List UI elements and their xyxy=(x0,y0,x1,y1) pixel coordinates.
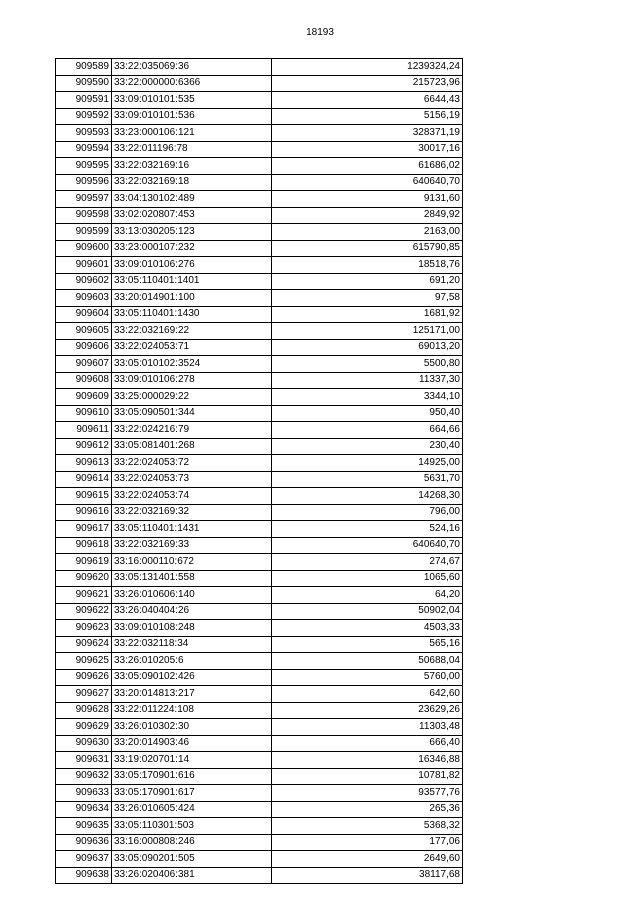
cadastral-number-cell: 33:23:000106:121 xyxy=(112,125,272,142)
cadastral-number-cell: 33:22:024053:73 xyxy=(112,471,272,488)
table-row xyxy=(56,224,463,241)
amount-cell: 2163,00 xyxy=(272,224,463,241)
record-id-cell: 909619 xyxy=(56,554,112,571)
record-id-cell: 909604 xyxy=(56,306,112,323)
cadastral-number-cell: 33:09:010106:278 xyxy=(112,372,272,389)
amount-cell: 50902,04 xyxy=(272,603,463,620)
amount-cell: 2849,92 xyxy=(272,207,463,224)
table-row xyxy=(56,488,463,505)
cadastral-number-cell: 33:26:010205:6 xyxy=(112,653,272,670)
cadastral-number-cell: 33:26:010302:30 xyxy=(112,719,272,736)
table-row xyxy=(56,537,463,554)
amount-cell: 5760,00 xyxy=(272,669,463,686)
record-id-cell: 909633 xyxy=(56,785,112,802)
cadastral-number-cell: 33:05:170901:616 xyxy=(112,768,272,785)
table-row xyxy=(56,603,463,620)
record-id-cell: 909601 xyxy=(56,257,112,274)
record-id-cell: 909606 xyxy=(56,339,112,356)
cadastral-number-cell: 33:05:110301:503 xyxy=(112,818,272,835)
record-id-cell: 909600 xyxy=(56,240,112,257)
cadastral-number-cell: 33:22:024053:71 xyxy=(112,339,272,356)
table-row xyxy=(56,323,463,340)
table-row xyxy=(56,504,463,521)
amount-cell: 666,40 xyxy=(272,735,463,752)
record-id-cell: 909608 xyxy=(56,372,112,389)
cadastral-number-cell: 33:25:000029:22 xyxy=(112,389,272,406)
cadastral-number-cell: 33:22:032169:18 xyxy=(112,174,272,191)
table-row xyxy=(56,801,463,818)
record-id-cell: 909602 xyxy=(56,273,112,290)
table-row xyxy=(56,240,463,257)
cadastral-number-cell: 33:05:170901:617 xyxy=(112,785,272,802)
amount-cell: 38117,68 xyxy=(272,867,463,884)
cadastral-number-cell: 33:22:032118:34 xyxy=(112,636,272,653)
page-number: 18193 xyxy=(306,27,334,38)
table-row xyxy=(56,290,463,307)
cadastral-number-cell: 33:09:010108:248 xyxy=(112,620,272,637)
table-row xyxy=(56,455,463,472)
amount-cell: 4503,33 xyxy=(272,620,463,637)
amount-cell: 16346,88 xyxy=(272,752,463,769)
table-row xyxy=(56,851,463,868)
record-id-cell: 909616 xyxy=(56,504,112,521)
cadastral-number-cell: 33:13:030205:123 xyxy=(112,224,272,241)
table-row xyxy=(56,372,463,389)
amount-cell: 1065,60 xyxy=(272,570,463,587)
cadastral-number-cell: 33:20:014901:100 xyxy=(112,290,272,307)
amount-cell: 50688,04 xyxy=(272,653,463,670)
amount-cell: 1239324,24 xyxy=(272,59,463,76)
amount-cell: 5500,80 xyxy=(272,356,463,373)
cadastral-number-cell: 33:22:032169:33 xyxy=(112,537,272,554)
record-id-cell: 909636 xyxy=(56,834,112,851)
amount-cell: 64,20 xyxy=(272,587,463,604)
table-row xyxy=(56,125,463,142)
table-row xyxy=(56,818,463,835)
amount-cell: 9131,60 xyxy=(272,191,463,208)
table-row xyxy=(56,207,463,224)
amount-cell: 14925,00 xyxy=(272,455,463,472)
record-id-cell: 909637 xyxy=(56,851,112,868)
cadastral-number-cell: 33:26:010605:424 xyxy=(112,801,272,818)
table-row xyxy=(56,306,463,323)
record-id-cell: 909611 xyxy=(56,422,112,439)
record-id-cell: 909617 xyxy=(56,521,112,538)
cadastral-number-cell: 33:04:130102:489 xyxy=(112,191,272,208)
table-row xyxy=(56,554,463,571)
table-row xyxy=(56,108,463,125)
cadastral-number-cell: 33:22:024216:79 xyxy=(112,422,272,439)
record-id-cell: 909623 xyxy=(56,620,112,637)
record-id-cell: 909628 xyxy=(56,702,112,719)
cadastral-number-cell: 33:05:010102:3524 xyxy=(112,356,272,373)
record-id-cell: 909597 xyxy=(56,191,112,208)
record-id-cell: 909589 xyxy=(56,59,112,76)
record-id-cell: 909599 xyxy=(56,224,112,241)
cadastral-number-cell: 33:05:090501:344 xyxy=(112,405,272,422)
cadastral-number-cell: 33:09:010101:535 xyxy=(112,92,272,109)
amount-cell: 5631,70 xyxy=(272,471,463,488)
cadastral-number-cell: 33:02:020807:453 xyxy=(112,207,272,224)
amount-cell: 93577,76 xyxy=(272,785,463,802)
table-row xyxy=(56,389,463,406)
record-id-cell: 909614 xyxy=(56,471,112,488)
record-id-cell: 909627 xyxy=(56,686,112,703)
record-id-cell: 909591 xyxy=(56,92,112,109)
table-row xyxy=(56,141,463,158)
amount-cell: 950,40 xyxy=(272,405,463,422)
cadastral-number-cell: 33:05:131401:558 xyxy=(112,570,272,587)
table-row xyxy=(56,191,463,208)
record-id-cell: 909622 xyxy=(56,603,112,620)
record-id-cell: 909595 xyxy=(56,158,112,175)
amount-cell: 14268,30 xyxy=(272,488,463,505)
amount-cell: 215723,96 xyxy=(272,75,463,92)
cadastral-number-cell: 33:05:110401:1430 xyxy=(112,306,272,323)
amount-cell: 97,58 xyxy=(272,290,463,307)
table-row xyxy=(56,702,463,719)
cadastral-number-cell: 33:22:024053:74 xyxy=(112,488,272,505)
record-id-cell: 909605 xyxy=(56,323,112,340)
table-row xyxy=(56,867,463,884)
record-id-cell: 909620 xyxy=(56,570,112,587)
amount-cell: 796,00 xyxy=(272,504,463,521)
cadastral-number-cell: 33:22:024053:72 xyxy=(112,455,272,472)
record-id-cell: 909610 xyxy=(56,405,112,422)
table-row xyxy=(56,570,463,587)
cadastral-number-cell: 33:22:011196:78 xyxy=(112,141,272,158)
amount-cell: 615790,85 xyxy=(272,240,463,257)
record-id-cell: 909612 xyxy=(56,438,112,455)
cadastral-number-cell: 33:16:000808:246 xyxy=(112,834,272,851)
amount-cell: 524,16 xyxy=(272,521,463,538)
cadastral-number-cell: 33:19:020701:14 xyxy=(112,752,272,769)
table-row xyxy=(56,92,463,109)
cadastral-number-cell: 33:09:010106:276 xyxy=(112,257,272,274)
record-id-cell: 909632 xyxy=(56,768,112,785)
amount-cell: 5368,32 xyxy=(272,818,463,835)
amount-cell: 10781,82 xyxy=(272,768,463,785)
amount-cell: 664,66 xyxy=(272,422,463,439)
record-id-cell: 909625 xyxy=(56,653,112,670)
table-row xyxy=(56,405,463,422)
amount-cell: 11303,48 xyxy=(272,719,463,736)
record-id-cell: 909630 xyxy=(56,735,112,752)
table-row xyxy=(56,735,463,752)
ledger-table-body xyxy=(56,59,463,884)
amount-cell: 274,67 xyxy=(272,554,463,571)
table-row xyxy=(56,752,463,769)
table-row xyxy=(56,785,463,802)
table-row xyxy=(56,422,463,439)
record-id-cell: 909618 xyxy=(56,537,112,554)
amount-cell: 177,06 xyxy=(272,834,463,851)
table-row xyxy=(56,356,463,373)
record-id-cell: 909596 xyxy=(56,174,112,191)
record-id-cell: 909634 xyxy=(56,801,112,818)
cadastral-number-cell: 33:22:032169:32 xyxy=(112,504,272,521)
cadastral-number-cell: 33:05:110401:1401 xyxy=(112,273,272,290)
record-id-cell: 909635 xyxy=(56,818,112,835)
amount-cell: 5156,19 xyxy=(272,108,463,125)
table-row xyxy=(56,471,463,488)
cadastral-number-cell: 33:22:000000:6366 xyxy=(112,75,272,92)
table-row xyxy=(56,768,463,785)
amount-cell: 265,36 xyxy=(272,801,463,818)
cadastral-number-cell: 33:22:011224:108 xyxy=(112,702,272,719)
table-row xyxy=(56,620,463,637)
table-row xyxy=(56,438,463,455)
table-row xyxy=(56,257,463,274)
table-row xyxy=(56,686,463,703)
cadastral-number-cell: 33:20:014813:217 xyxy=(112,686,272,703)
record-id-cell: 909594 xyxy=(56,141,112,158)
cadastral-number-cell: 33:22:032169:16 xyxy=(112,158,272,175)
cadastral-number-cell: 33:22:035069:36 xyxy=(112,59,272,76)
cadastral-number-cell: 33:26:040404:26 xyxy=(112,603,272,620)
record-id-cell: 909593 xyxy=(56,125,112,142)
amount-cell: 328371,19 xyxy=(272,125,463,142)
cadastral-number-cell: 33:20:014903:46 xyxy=(112,735,272,752)
cadastral-number-cell: 33:23:000107:232 xyxy=(112,240,272,257)
amount-cell: 2649,60 xyxy=(272,851,463,868)
cadastral-number-cell: 33:05:090102:426 xyxy=(112,669,272,686)
record-id-cell: 909631 xyxy=(56,752,112,769)
amount-cell: 3344,10 xyxy=(272,389,463,406)
table-row xyxy=(56,719,463,736)
table-row xyxy=(56,834,463,851)
amount-cell: 642,60 xyxy=(272,686,463,703)
amount-cell: 125171,00 xyxy=(272,323,463,340)
amount-cell: 640640,70 xyxy=(272,537,463,554)
table-row xyxy=(56,587,463,604)
record-id-cell: 909598 xyxy=(56,207,112,224)
amount-cell: 61686,02 xyxy=(272,158,463,175)
amount-cell: 230,40 xyxy=(272,438,463,455)
amount-cell: 11337,30 xyxy=(272,372,463,389)
amount-cell: 1681,92 xyxy=(272,306,463,323)
table-row xyxy=(56,75,463,92)
table-row xyxy=(56,339,463,356)
record-id-cell: 909592 xyxy=(56,108,112,125)
record-id-cell: 909590 xyxy=(56,75,112,92)
record-id-cell: 909615 xyxy=(56,488,112,505)
record-id-cell: 909603 xyxy=(56,290,112,307)
ledger-table xyxy=(55,58,463,884)
amount-cell: 23629,26 xyxy=(272,702,463,719)
cadastral-number-cell: 33:05:090201:505 xyxy=(112,851,272,868)
record-id-cell: 909626 xyxy=(56,669,112,686)
amount-cell: 565,16 xyxy=(272,636,463,653)
cadastral-number-cell: 33:22:032169:22 xyxy=(112,323,272,340)
record-id-cell: 909638 xyxy=(56,867,112,884)
table-row xyxy=(56,636,463,653)
cadastral-number-cell: 33:16:000110:672 xyxy=(112,554,272,571)
cadastral-number-cell: 33:26:020406:381 xyxy=(112,867,272,884)
table-row xyxy=(56,273,463,290)
amount-cell: 30017,16 xyxy=(272,141,463,158)
record-id-cell: 909621 xyxy=(56,587,112,604)
record-id-cell: 909613 xyxy=(56,455,112,472)
amount-cell: 640640,70 xyxy=(272,174,463,191)
table-row xyxy=(56,59,463,76)
amount-cell: 69013,20 xyxy=(272,339,463,356)
amount-cell: 691,20 xyxy=(272,273,463,290)
table-row xyxy=(56,521,463,538)
cadastral-number-cell: 33:26:010606:140 xyxy=(112,587,272,604)
amount-cell: 6644,43 xyxy=(272,92,463,109)
cadastral-number-cell: 33:09:010101:536 xyxy=(112,108,272,125)
table-row xyxy=(56,158,463,175)
cadastral-number-cell: 33:05:110401:1431 xyxy=(112,521,272,538)
record-id-cell: 909607 xyxy=(56,356,112,373)
amount-cell: 18518,76 xyxy=(272,257,463,274)
table-row xyxy=(56,174,463,191)
record-id-cell: 909609 xyxy=(56,389,112,406)
cadastral-number-cell: 33:05:081401:268 xyxy=(112,438,272,455)
table-row xyxy=(56,669,463,686)
table-row xyxy=(56,653,463,670)
record-id-cell: 909629 xyxy=(56,719,112,736)
record-id-cell: 909624 xyxy=(56,636,112,653)
